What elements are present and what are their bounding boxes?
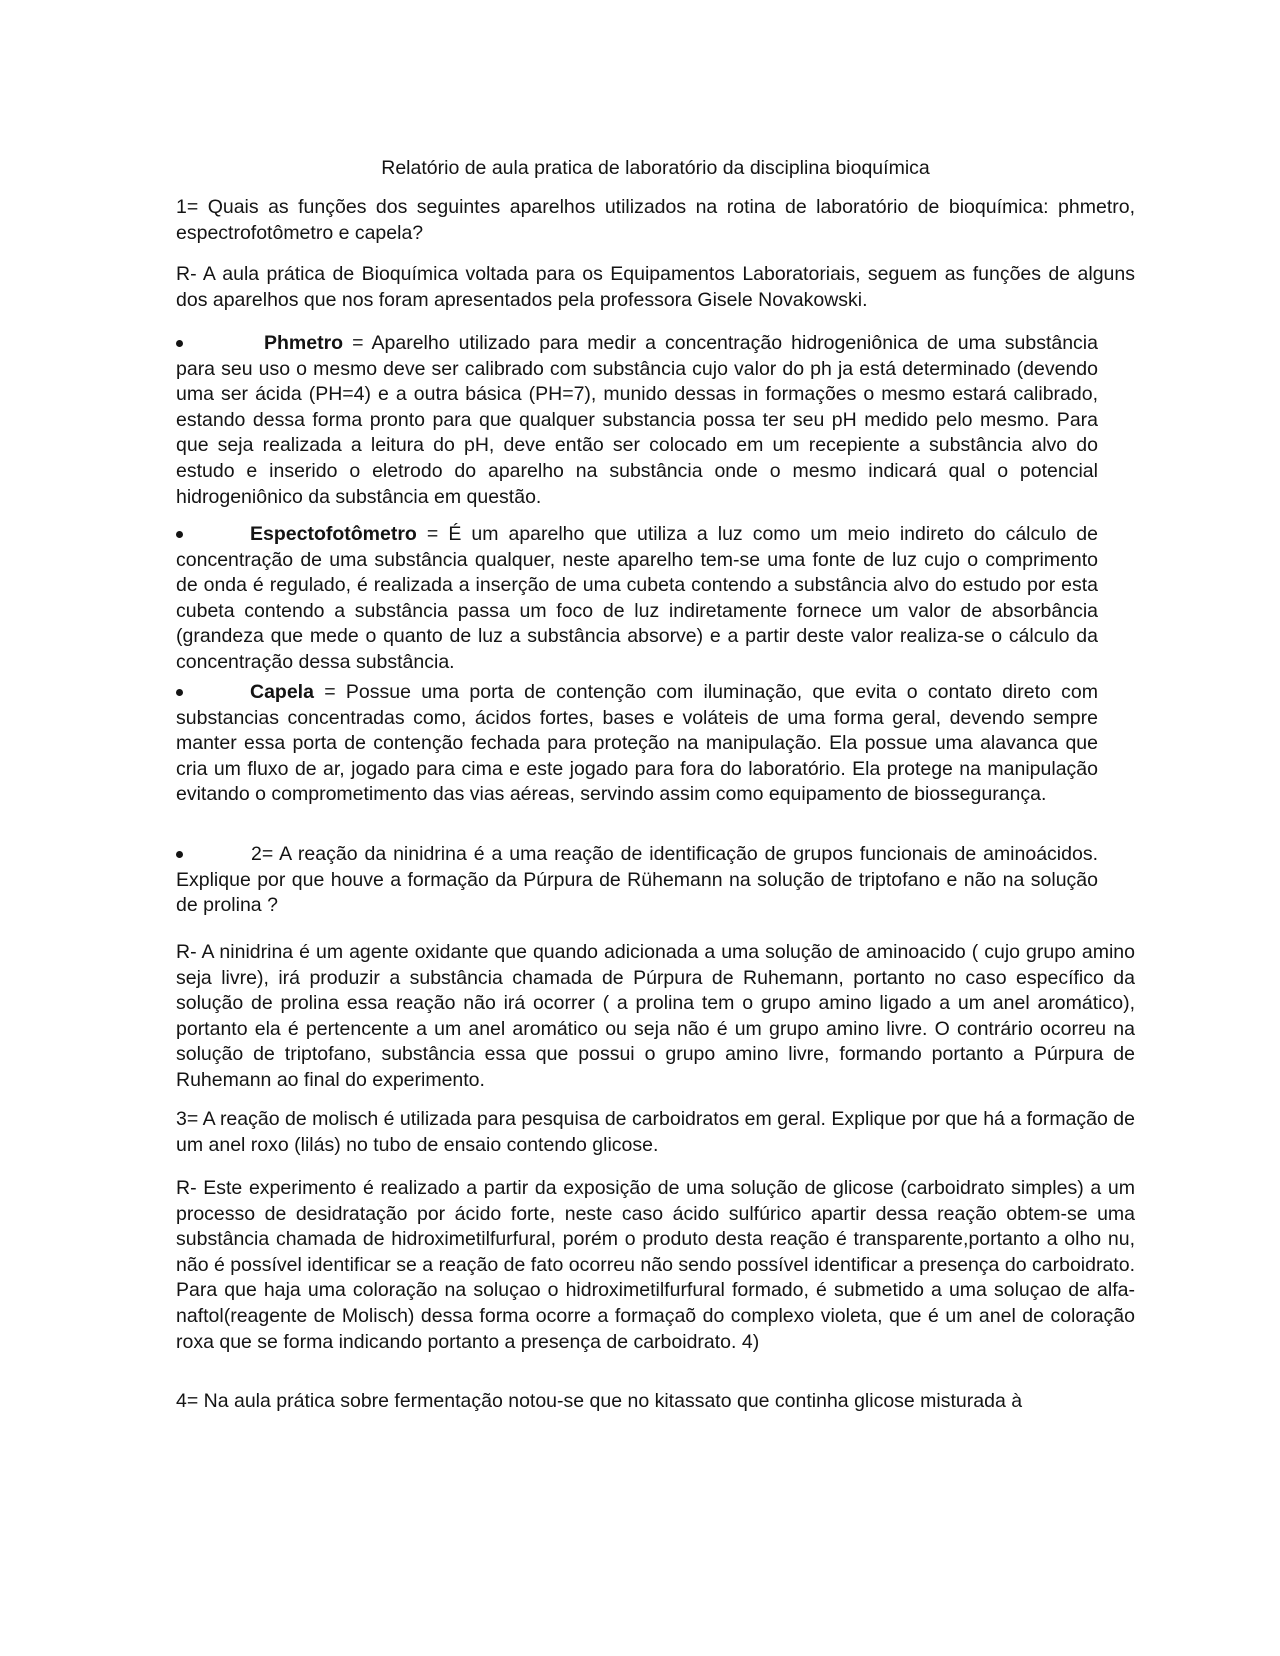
- bullet-dot-icon: [176, 689, 183, 696]
- document-title: Relatório de aula pratica de laboratório da disciplina bioquímica: [381, 157, 930, 179]
- bullet-description: = É um aparelho que utiliza a luz como um meio indireto do cálculo de concentração de uma substância qualquer, neste aparelho tem-se uma fonte de luz cujo o comprimento de onda é regulado, é realizada a inserção de uma cubeta contendo a substância alvo do estudo por esta cubeta contendo a substância passa um foco de luz indiretamente fornece um valor de absorbância (grandeza que mede o quanto de luz a substância absorve) e a partir deste valor realiza-se o cálculo da concentração dessa substância.: [176, 523, 1098, 673]
- question-1: 1= Quais as funções dos seguintes aparelhos utilizados na rotina de laboratório de bioquímica: phmetro, espectrofotômetro e capela?: [176, 196, 1135, 244]
- bullet-description: = Aparelho utilizado para medir a concentração hidrogeniônica de uma substância para seu uso o mesmo deve ser calibrado com substância cujo valor do ph ja está determinado (devendo uma ser ácida (PH=4) e a outra básica (PH=7), munido dessas in formações o mesmo estará calibrado, estando dessa forma pronto para que qualquer substancia possa ter seu pH medido pelo mesmo. Para que seja realizada a leitura do pH, deve então ser colocado em um recepiente a substância alvo do estudo e inserido o eletrodo do aparelho na substância onde o mesmo indicará qual o potencial hidrogeniônico da substância em questão.: [176, 332, 1098, 508]
- question-2-text: 2= A reação da ninidrina é a uma reação de identificação de grupos funcionais de aminoácidos. Explique por que houve a formação da Púrpura de Rühemann na solução de triptofano e não na solução de prolina ?: [176, 843, 1098, 917]
- bullet-dot-icon: [176, 851, 183, 858]
- bullet-description: = Possue uma porta de contenção com iluminação, que evita o contato direto com substancias concentradas como, ácidos fortes, bases e voláteis de uma forma geral, devendo sempre manter essa porta de contenção fechada para proteção na manipulação. Ela possue uma alavanca que cria um fluxo de ar, jogado para cima e este jogado para fora do laboratório. Ela protege na manipulação evitando o comprometimento das vias aéreas, servindo assim como equipamento de biossegurança.: [176, 681, 1098, 806]
- bullet-item-phmetro: [176, 331, 1098, 510]
- bullet-dot-icon: [176, 340, 183, 347]
- term-espectofotometro: Espectofotômetro: [250, 523, 417, 545]
- answer-1: R- A aula prática de Bioquímica voltada para os Equipamentos Laboratoriais, seguem as funções de alguns dos aparelhos que nos foram apresentados pela professora Gisele Novakowski.: [176, 263, 1135, 311]
- bullet-paragraph: [176, 522, 1098, 676]
- bullet-item-question-2: [176, 842, 1098, 919]
- bullet-item-espectofotometro: [176, 522, 1098, 676]
- question-3: 3= A reação de molisch é utilizada para pesquisa de carboidratos em geral. Explique por que há a formação de um anel roxo (lilás) no tubo de ensaio contendo glicose.: [176, 1108, 1135, 1156]
- answer-3: R- Este experimento é realizado a partir da exposição de uma solução de glicose (carboidrato simples) a um processo de desidratação por ácido forte, neste caso ácido sulfúrico apartir dessa reação obtem-se uma substância chamada de hidroximetilfurfural, porém o produto desta reação é transparente,portanto a olho nu, não é possível identificar se a reação de fato ocorreu não sendo possível identificar a presença do carboidrato. Para que haja uma coloração na soluçao o hidroximetilfurfural formado, é submetido a uma soluçao de alfa-naftol(reagente de Molisch) dessa forma ocorre a formaçaõ do complexo violeta, que é um anel de coloração roxa que se forma indicando portanto a presença de carboidrato. 4): [176, 1177, 1135, 1353]
- bullet-item-capela: [176, 680, 1098, 808]
- question-2: [176, 842, 1098, 919]
- bullet-dot-icon: [176, 531, 183, 538]
- answer-2: R- A ninidrina é um agente oxidante que quando adicionada a uma solução de aminoacido ( cujo grupo amino seja livre), irá produzir a substância chamada de Púrpura de Ruhemann, portanto no caso específico da solução de prolina essa reação não irá ocorrer ( a prolina tem o grupo amino ligado a um anel aromático), portanto ela é pertencente a um anel aromático ou seja não é um grupo amino livre. O contrário ocorreu na solução de triptofano, substância essa que possui o grupo amino livre, formando portanto a Púrpura de Ruhemann ao final do experimento.: [176, 941, 1135, 1091]
- term-phmetro: Phmetro: [264, 332, 344, 354]
- term-capela: Capela: [250, 681, 314, 703]
- bullet-paragraph: [176, 680, 1098, 808]
- bullet-paragraph: [176, 331, 1098, 510]
- question-4: 4= Na aula prática sobre fermentação notou-se que no kitassato que continha glicose misturada à: [176, 1390, 1023, 1412]
